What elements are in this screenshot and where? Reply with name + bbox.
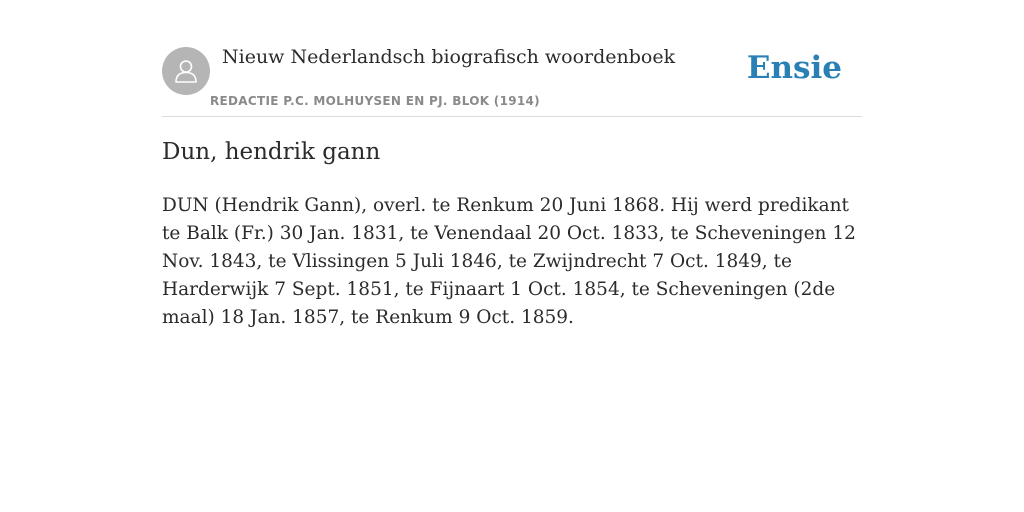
entry-title: Dun, hendrik gann (162, 139, 381, 165)
ensie-logo-link[interactable]: Ensie (746, 50, 842, 86)
book-title-link[interactable]: Nieuw Nederlandsch biografisch woordenboek (222, 46, 676, 68)
editors-subtitle: REDACTIE P.C. MOLHUYSEN EN PJ. BLOK (1914) (210, 94, 540, 108)
person-icon (171, 56, 201, 86)
entry-body: DUN (Hendrik Gann), overl. te Renkum 20 Juni 1868. Hij werd predikant te Balk (Fr.) 30 Jan. 1831, te Venendaal 20 Oct. 1833, te Scheveningen 12 Nov. 1843, te Vlissingen 5 Juli 1846, te Zwijndrecht 7 Oct. 1849, te Harderwijk 7 Sept. 1851, te Fijnaart 1 Oct. 1854, te Scheveningen (2de maal) 18 Jan. 1857, te Renkum 9 Oct. 1859. (162, 195, 856, 328)
avatar[interactable] (162, 47, 210, 95)
source-header (162, 40, 862, 117)
